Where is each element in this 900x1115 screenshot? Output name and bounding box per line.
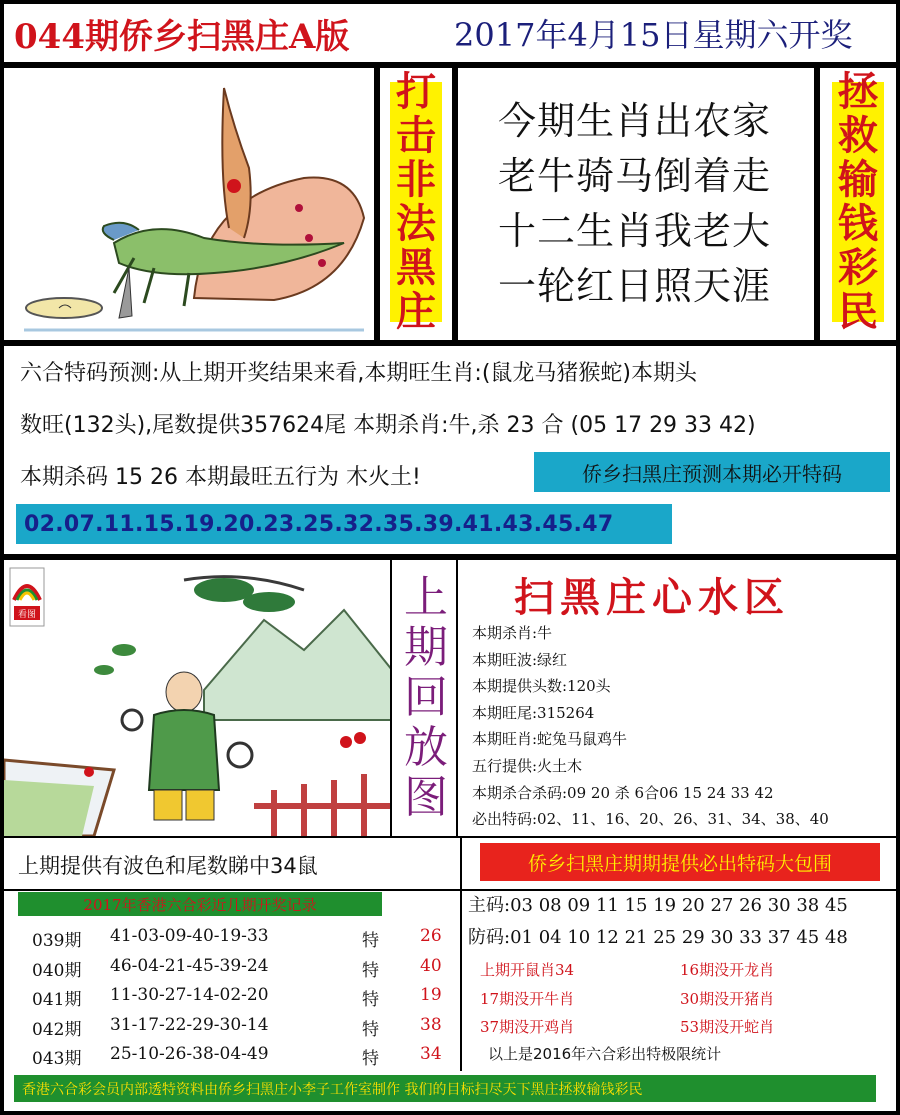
special-number: 26 [420,926,442,946]
draw-date: 2017年4月15日星期六开奖 [454,16,853,54]
heart-title: 扫黑庄心水区 [514,575,790,621]
replay-char: 回 [404,672,448,723]
replay-char: 上 [404,572,448,623]
prediction-panel [4,346,896,554]
records-title: 2017年香港六合彩近几期开奖记录 [18,892,382,916]
slogan-char: 输 [838,157,878,203]
special-number: 40 [420,955,442,976]
predicted-numbers: 02.07.11.15.19.20.23.25.32.35.39.41.43.45.47 [16,504,672,544]
poem [498,94,771,314]
slogan-char: 民 [838,289,878,335]
prediction-line-2: 数旺(132头),尾数提供357624尾 本期杀肖:牛,杀 23 合 (05 17 29 33 42) [20,413,756,438]
period: 040期 [32,960,82,981]
replay-char: 放 [404,722,448,773]
slogan-char: 黑 [396,245,436,291]
lower-panel [4,560,896,1111]
logo-text: 看图 [17,610,37,620]
replay-illustration [4,560,392,836]
slogan-char: 钱 [838,201,878,247]
heart-item: 五行提供:火土木 [472,756,583,775]
draw-numbers: 46-04-21-45-39-24 [110,955,269,976]
heart-item: 本期旺尾:315264 [472,703,595,722]
main-code-line: 主码:03 08 09 11 15 19 20 27 26 30 38 45 [468,895,848,916]
stat-item: 16期没开龙肖 [680,961,775,979]
draw-numbers: 41-03-09-40-19-33 [110,926,269,946]
table-row [14,1040,460,1070]
draw-numbers: 25-10-26-38-04-49 [110,1044,269,1064]
heart-item: 本期杀合杀码:09 20 杀 6合06 15 24 33 42 [472,783,774,802]
heart-list [472,620,829,833]
special-label: 特 [362,1049,379,1069]
table-row [14,1011,460,1041]
red-banner: 侨乡扫黑庄期期提供必出特码大包围 [480,843,880,881]
slogan-right-cell [820,68,896,340]
special-label: 特 [362,931,379,951]
slogan-right [832,69,884,335]
special-label: 特 [362,990,379,1010]
slogan-left [390,69,442,335]
footer-bar: 香港六合彩会员内部透特资料由侨乡扫黑庄小李子工作室制作 我们的目标扫尽天下黑庄拯救输钱彩民 [14,1075,876,1102]
heart-item: 本期旺肖:蛇兔马鼠鸡牛 [472,730,628,749]
heart-item: 本期旺波:绿红 [472,650,568,669]
table-row [14,922,460,952]
special-label: 特 [362,1019,379,1040]
stat-item: 30期没开猪肖 [680,990,775,1008]
records-table [14,922,460,1070]
special-number: 38 [420,1014,442,1035]
draw-numbers: 11-30-27-14-02-20 [110,985,269,1005]
issue-title: 044期侨乡扫黑庄A版 [14,16,350,57]
poem-line: 今期生肖出农家 [498,99,772,143]
prediction-line-3: 本期杀码 15 26 本期最旺五行为 木火土! [20,465,421,490]
slogan-left-cell [380,68,452,340]
replay-title [396,560,458,836]
top-panel [4,68,896,340]
main-codes [468,890,848,954]
stat-item: 53期没开蛇肖 [680,1018,775,1036]
replay-char: 图 [404,772,448,823]
stat-item: 上期开鼠肖34 [480,961,575,979]
period: 043期 [32,1049,82,1069]
defense-code-line: 防码:01 04 10 12 21 25 29 30 33 37 45 48 [468,927,848,948]
heart-item: 本期提供头数:120头 [472,677,611,696]
divider [4,836,896,838]
special-number: 19 [420,985,442,1005]
lizard-illustration [4,68,374,340]
special-label: 特 [362,960,379,981]
period: 042期 [32,1019,82,1040]
stat-item: 17期没开牛肖 [480,990,575,1008]
poem-cell [458,68,814,340]
slogan-char: 庄 [396,289,436,335]
last-hit: 上期提供有波色和尾数睇中34鼠 [18,854,318,878]
slogan-char: 击 [396,113,436,159]
stat-note: 以上是2016年六合彩出特极限统计 [488,1045,722,1063]
poem-line: 一轮红日照天涯 [498,264,772,308]
replay-char: 期 [404,622,448,673]
poem-line: 十二生肖我老大 [498,209,772,253]
heart-item: 本期杀肖:牛 [472,624,553,642]
slogan-char: 打 [396,69,436,115]
table-row [14,952,460,982]
divider [460,889,462,1071]
special-number: 34 [420,1044,442,1064]
header [4,4,896,62]
stat-item: 37期没开鸡肖 [480,1018,575,1036]
poem-line: 老牛骑马倒着走 [498,154,772,198]
draw-numbers: 31-17-22-29-30-14 [110,1014,269,1035]
period: 041期 [32,990,82,1010]
slogan-char: 法 [396,201,436,247]
prediction-badge: 侨乡扫黑庄预测本期必开特码 [534,452,890,492]
table-row [14,981,460,1011]
slogan-char: 救 [838,113,878,159]
slogan-char: 彩 [838,245,878,291]
slogan-char: 非 [396,157,436,203]
prediction-line-1: 六合特码预测:从上期开奖结果来看,本期旺生肖:(鼠龙马猪猴蛇)本期头 [20,361,697,386]
slogan-char: 拯 [838,69,878,115]
period: 039期 [32,931,82,951]
divider [460,836,462,891]
heart-item: 必出特码:02、11、16、20、26、31、34、38、40 [472,810,829,829]
